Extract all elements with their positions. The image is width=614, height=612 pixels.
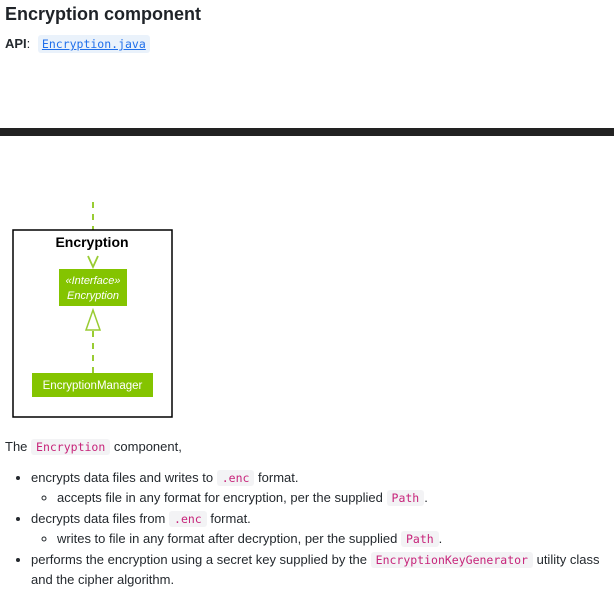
- section-divider: [0, 128, 614, 136]
- list-item-text: writes to file in any format after decryption, per the supplied: [57, 531, 398, 546]
- list-item-text: utility class and the cipher algorithm.: [31, 552, 600, 587]
- page-title: Encryption component: [5, 4, 202, 24]
- list-item-text: .: [438, 531, 443, 546]
- class-name: EncryptionManager: [42, 380, 143, 392]
- intro-paragraph: [5, 437, 610, 457]
- inline-code: Path: [401, 531, 439, 547]
- list-item-text: format.: [258, 470, 299, 485]
- list-item-text: decrypts data files from: [31, 511, 166, 526]
- sub-list: [31, 488, 610, 508]
- package-label: Encryption: [55, 234, 129, 250]
- list-item: [31, 468, 610, 508]
- api-separator: :: [26, 36, 31, 51]
- inline-code: Encryption: [31, 439, 110, 455]
- list-item: [31, 509, 610, 549]
- responsibility-list: [5, 468, 610, 590]
- intro-text: The: [5, 439, 28, 454]
- component-diagram: [0, 190, 200, 430]
- component-description: [5, 437, 610, 591]
- list-item-text: encrypts data files and writes to: [31, 470, 214, 485]
- list-item-text: .: [424, 490, 428, 505]
- inline-code: .enc: [169, 511, 207, 527]
- list-item-text: format.: [210, 511, 251, 526]
- interface-name: Encryption: [67, 290, 119, 302]
- api-line: [5, 35, 150, 53]
- sub-list: [31, 529, 610, 549]
- inline-code: .enc: [217, 470, 255, 486]
- sub-list-item: [57, 488, 610, 508]
- inline-code: Path: [387, 490, 425, 506]
- interface-stereotype: «Interface»: [65, 275, 121, 287]
- inline-code: EncryptionKeyGenerator: [371, 552, 533, 568]
- sub-list-item: [57, 529, 610, 549]
- intro-text: component,: [113, 439, 182, 454]
- list-item-text: performs the encryption using a secret key supplied by the: [31, 552, 368, 567]
- api-label: API: [5, 36, 27, 51]
- api-link[interactable]: Encryption.java: [38, 35, 150, 53]
- list-item-text: accepts file in any format for encryption, per the supplied: [57, 490, 383, 505]
- list-item: [31, 550, 610, 590]
